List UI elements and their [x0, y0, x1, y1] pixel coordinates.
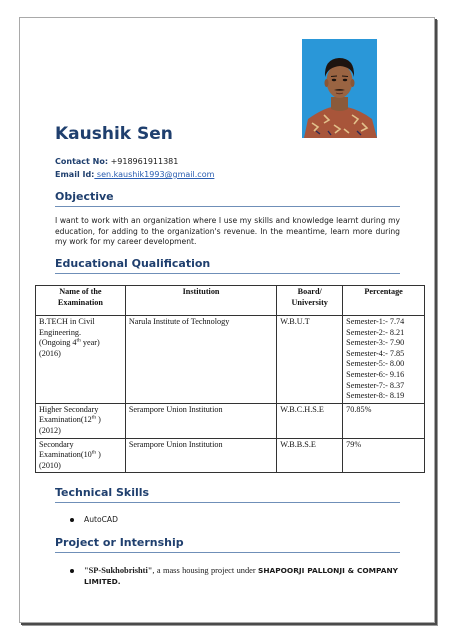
table-row	[36, 438, 425, 473]
contact-line	[55, 155, 214, 168]
bullet-icon	[70, 569, 74, 573]
email-line	[55, 168, 214, 181]
objective-divider	[55, 206, 400, 207]
table-row	[36, 403, 425, 438]
project-divider	[55, 552, 400, 553]
project-name: "SP-Sukhobrishti"	[84, 566, 153, 575]
table-header-row	[36, 286, 425, 316]
email-link[interactable]: sen.kaushik1993@gmail.com	[94, 170, 215, 179]
skills-heading: Technical Skills	[55, 486, 150, 499]
institution-cell: Serampore Union Institution	[125, 403, 276, 438]
contact-number: +918961911381	[108, 157, 179, 166]
board-cell: W.B.B.S.E	[277, 438, 343, 473]
list-item	[70, 565, 398, 587]
col-header-institution: Institution	[125, 286, 276, 316]
candidate-name: Kaushik Sen	[55, 124, 173, 144]
exam-cell: Secondary Examination(10th ) (2010)	[36, 438, 126, 473]
table-row	[36, 316, 425, 404]
board-cell: W.B.C.H.S.E	[277, 403, 343, 438]
project-list	[70, 565, 398, 587]
objective-text: I want to work with an organization where I use my skills and knowledge learnt during my education, for adding to the organization's revenue. In the meantime, learn more during my work for my career development.	[55, 216, 400, 247]
project-heading: Project or Internship	[55, 536, 184, 549]
skills-list	[70, 514, 118, 525]
project-description: "SP-Sukhobrishti", a mass housing project under SHAPOORJI PALLONJI & COMPANY LIMITED.	[84, 566, 399, 586]
board-cell: W.B.U.T	[277, 316, 343, 404]
institution-cell: Serampore Union Institution	[125, 438, 276, 473]
percentage-cell: 70.85%	[343, 403, 425, 438]
percentage-cell: Semester-1:- 7.74 Semester-2:- 8.21 Semester-3:- 7.90 Semester-4:- 7.85 Semester-5:- 8.00 Semester-6:- 9.16 Semester-7:- 8.37 Semester-8:- 8.19	[343, 316, 425, 404]
email-label: Email Id:	[55, 170, 95, 179]
skills-divider	[55, 502, 400, 503]
percentage-cell: 79%	[343, 438, 425, 473]
col-header-percentage: Percentage	[343, 286, 425, 316]
education-table	[35, 285, 425, 473]
company-name: SHAPOORJI PALLONJI & COMPANY LIMITED.	[84, 566, 399, 586]
education-divider	[55, 273, 400, 274]
bullet-icon	[70, 518, 74, 522]
profile-photo	[302, 39, 377, 138]
list-item: AutoCAD	[70, 514, 118, 525]
exam-cell: B.TECH in Civil Engineering. (Ongoing 4th year) (2016)	[36, 316, 126, 404]
institution-cell: Narula Institute of Technology	[125, 316, 276, 404]
contact-block	[55, 155, 214, 181]
exam-cell: Higher Secondary Examination(12th ) (2012)	[36, 403, 126, 438]
col-header-board: Board/ University	[277, 286, 343, 316]
objective-heading: Objective	[55, 190, 114, 203]
education-heading: Educational Qualification	[55, 257, 211, 270]
col-header-examination: Name of the Examination	[36, 286, 126, 316]
contact-label: Contact No:	[55, 157, 109, 166]
